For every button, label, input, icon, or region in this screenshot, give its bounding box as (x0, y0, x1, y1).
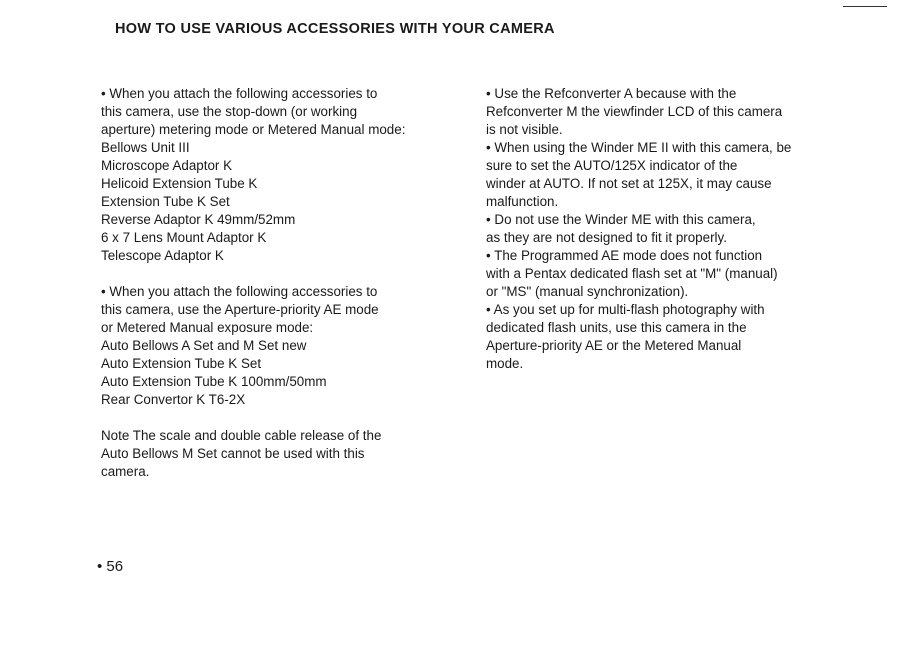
text-line: dedicated flash units, use this camera in the (486, 320, 747, 335)
left-column (101, 85, 476, 481)
accessory-item: Extension Tube K Set (101, 194, 230, 209)
accessory-item: Microscope Adaptor K (101, 158, 232, 173)
text-line: mode. (486, 356, 524, 371)
text-line: winder at AUTO. If not set at 125X, it may cause (486, 176, 772, 191)
accessory-item: Reverse Adaptor K 49mm/52mm (101, 212, 296, 227)
text-line: • Do not use the Winder ME with this camera, (486, 212, 756, 227)
text-line: • Use the Refconverter A because with the (486, 86, 737, 101)
text-line: Refconverter M the viewfinder LCD of this camera (486, 104, 783, 119)
note-line: Note The scale and double cable release of the (101, 428, 382, 443)
accessory-item: Auto Extension Tube K 100mm/50mm (101, 374, 327, 389)
section-aperture-priority-accessories (101, 283, 476, 409)
accessory-item: 6 x 7 Lens Mount Adaptor K (101, 230, 267, 245)
accessory-item: Helicoid Extension Tube K (101, 176, 258, 191)
accessory-item: Auto Extension Tube K Set (101, 356, 262, 371)
text-line: • When using the Winder ME II with this camera, be (486, 140, 792, 155)
text-line: malfunction. (486, 194, 559, 209)
accessory-item: Bellows Unit III (101, 140, 190, 155)
text-line: is not visible. (486, 122, 563, 137)
text-line: Aperture-priority AE or the Metered Manual (486, 338, 742, 353)
text-line: • The Programmed AE mode does not function (486, 248, 763, 263)
accessory-item: Telescope Adaptor K (101, 248, 224, 263)
text-line: as they are not designed to fit it properly. (486, 230, 727, 245)
paragraph-gap (101, 265, 476, 283)
page-title: HOW TO USE VARIOUS ACCESSORIES WITH YOUR CAMERA (115, 21, 555, 37)
text-line: or Metered Manual exposure mode: (101, 320, 314, 335)
text-line: this camera, use the Aperture-priority AE mode (101, 302, 379, 317)
corner-rule (843, 6, 887, 7)
text-line: with a Pentax dedicated flash set at "M" (manual) (486, 266, 778, 281)
paragraph-gap (101, 409, 476, 427)
note-line: camera. (101, 464, 150, 479)
accessory-item: Rear Convertor K T6-2X (101, 392, 246, 407)
text-line: • As you set up for multi-flash photography with (486, 302, 765, 317)
section-stop-down-accessories (101, 85, 476, 265)
text-line: or "MS" (manual synchronization). (486, 284, 689, 299)
note-block (101, 427, 476, 481)
text-line: this camera, use the stop-down (or working (101, 104, 358, 119)
text-line: • When you attach the following accessories to (101, 86, 378, 101)
right-column (486, 85, 861, 373)
text-line: • When you attach the following accessories to (101, 284, 378, 299)
note-line: Auto Bellows M Set cannot be used with this (101, 446, 365, 461)
text-line: sure to set the AUTO/125X indicator of the (486, 158, 738, 173)
accessory-item: Auto Bellows A Set and M Set new (101, 338, 307, 353)
text-line: aperture) metering mode or Metered Manual mode: (101, 122, 406, 137)
page-number: • 56 (97, 558, 124, 575)
